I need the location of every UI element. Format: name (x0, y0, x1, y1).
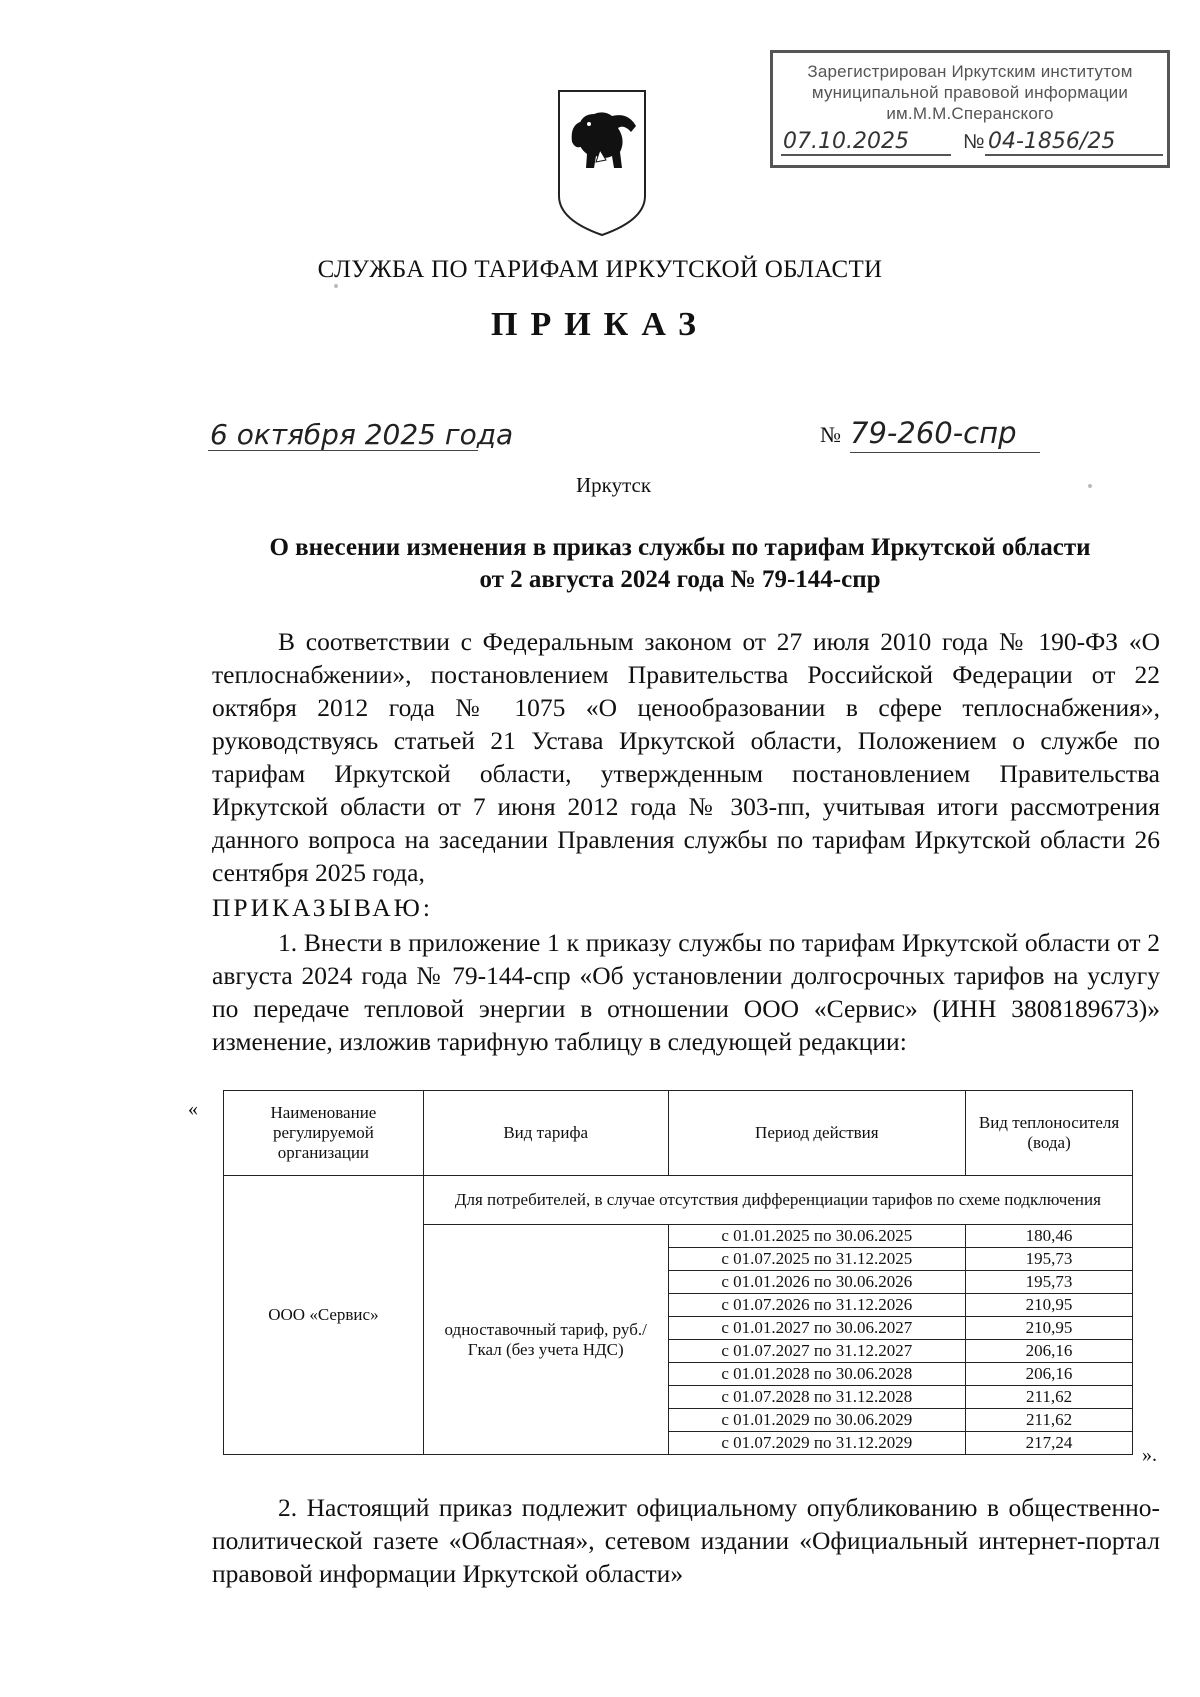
stamp-registration-date: 07.10.2025 (783, 129, 909, 154)
table-subheader-row (224, 1176, 1133, 1225)
cell-period: с 01.07.2025 по 31.12.2025 (668, 1248, 966, 1271)
cell-value: 211,62 (966, 1409, 1133, 1432)
item-2-paragraph (212, 1491, 1160, 1590)
cell-value: 195,73 (966, 1248, 1133, 1271)
stamp-text-line-1: Зарегистрирован Иркутским институтом (807, 62, 1133, 81)
cell-subheader: Для потребителей, в случае отсутствия дифференциации тарифов по схеме подключения (423, 1176, 1132, 1225)
order-number-underline (850, 452, 1040, 453)
cell-period: с 01.01.2025 по 30.06.2025 (668, 1225, 966, 1248)
stamp-text-line-3: им.М.М.Сперанского (886, 104, 1054, 123)
stamp-date-underline (781, 154, 951, 156)
cell-value: 180,46 (966, 1225, 1133, 1248)
preamble-text: В соответствии с Федеральным законом от 27 июля 2010 года № 190-ФЗ «О теплоснабжении», постановлением Правительства Российской Федерации от 22 октября 2012 года № 1075 «О ценообразовании в сфере теплоснабжения», руководствуясь статьей 21 Устава Иркутской области, Положением о службе по тарифам Иркутской области, утвержденным постановлением Правительства Иркутской области от 7 июня 2012 года № 303-пп, учитывая итоги рассмотрения данного вопроса на заседании Правления службы по тарифам Иркутской области 26 сентября 2025 года, (212, 627, 1160, 887)
stamp-text (773, 61, 1167, 124)
cell-period: с 01.07.2027 по 31.12.2027 (668, 1340, 966, 1363)
cell-period: с 01.07.2029 по 31.12.2029 (668, 1432, 966, 1455)
cell-period: с 01.07.2026 по 31.12.2026 (668, 1294, 966, 1317)
document-type-heading: ПРИКАЗ (491, 306, 709, 343)
registration-stamp (770, 50, 1170, 168)
cell-value: 211,62 (966, 1386, 1133, 1409)
header-period: Период действия (668, 1091, 966, 1176)
header-organization: Наименование регулируемой организации (224, 1091, 424, 1176)
stamp-registration-number: 04-1856/25 (988, 129, 1116, 154)
cell-tariff-type: одноставочный тариф, руб./Гкал (без учета НДС) (423, 1225, 668, 1455)
city: Иркутск (576, 473, 652, 497)
item-2-text: 2. Настоящий приказ подлежит официальному опубликованию в общественно-политической газете «Областная», сетевом издании «Официальный интернет-портал правовой информации Иркутской области» (212, 1493, 1160, 1588)
document-title (200, 532, 1160, 596)
cell-period: с 01.01.2026 по 30.06.2026 (668, 1271, 966, 1294)
preamble-paragraph (212, 625, 1160, 889)
document-title-line-2: от 2 августа 2024 года № 79-144-спр (479, 566, 881, 593)
stamp-text-line-2: муниципальной правовой информации (811, 83, 1129, 102)
cell-value: 210,95 (966, 1294, 1133, 1317)
coat-of-arms-icon (556, 88, 648, 238)
scan-speck (1088, 484, 1092, 488)
cell-period: с 01.01.2027 по 30.06.2027 (668, 1317, 966, 1340)
cell-value: 206,16 (966, 1340, 1133, 1363)
order-date: 6 октября 2025 года (210, 418, 514, 451)
tariff-table (223, 1090, 1133, 1455)
header-tariff-type: Вид тарифа (423, 1091, 668, 1176)
order-number: 79-260-спр (850, 416, 1017, 450)
order-number-label: № (820, 422, 841, 447)
cell-value: 195,73 (966, 1271, 1133, 1294)
cell-value: 217,24 (966, 1432, 1133, 1455)
header-coolant-type: Вид теплоносителя (вода) (966, 1091, 1133, 1176)
cell-organization: ООО «Сервис» (224, 1176, 424, 1455)
item-1-paragraph (212, 926, 1160, 1058)
quote-open: « (188, 1098, 198, 1120)
prikazyvayu-heading: ПРИКАЗЫВАЮ: (212, 893, 433, 922)
organization-name: СЛУЖБА ПО ТАРИФАМ ИРКУТСКОЙ ОБЛАСТИ (317, 256, 883, 283)
stamp-number-underline (985, 154, 1163, 156)
scan-speck (334, 284, 338, 288)
cell-period: с 01.07.2028 по 31.12.2028 (668, 1386, 966, 1409)
table-header-row (224, 1091, 1133, 1176)
order-date-underline (208, 450, 478, 451)
stamp-number-label: № (963, 131, 985, 153)
cell-period: с 01.01.2029 по 30.06.2029 (668, 1409, 966, 1432)
quote-close: ». (1142, 1444, 1157, 1466)
cell-value: 206,16 (966, 1363, 1133, 1386)
document-title-line-1: О внесении изменения в приказ службы по тарифам Иркутской области (269, 534, 1091, 561)
cell-period: с 01.01.2028 по 30.06.2028 (668, 1363, 966, 1386)
cell-value: 210,95 (966, 1317, 1133, 1340)
item-1-text: 1. Внести в приложение 1 к приказу службы по тарифам Иркутской области от 2 августа 2024 года № 79-144-спр «Об установлении долгосрочных тарифов на услугу по передаче тепловой энергии в отношении ООО «Сервис» (ИНН 3808189673)» изменение, изложив тарифную таблицу в следующей редакции: (212, 928, 1160, 1056)
